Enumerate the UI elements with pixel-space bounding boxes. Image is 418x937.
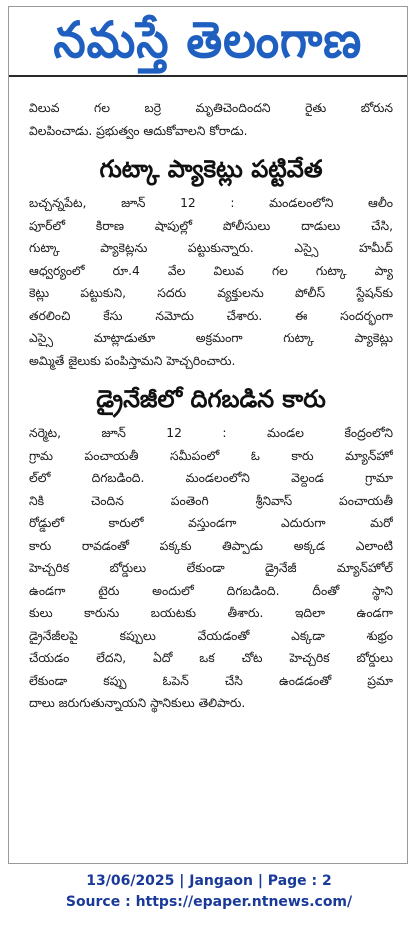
text-line: కులు కారును బయటకు తీశారు. ఇదిలా ఉండగా bbox=[29, 606, 393, 620]
article1-body bbox=[29, 192, 393, 372]
text-line: ఎస్సై మాట్లాడుతూ అక్రమంగా గుట్కా ప్యాకెట్లు bbox=[29, 331, 393, 345]
footer-edition-info: 13/06/2025 | Jangaon | Page : 2 bbox=[86, 873, 332, 889]
text-line: నికి చెందిన పంతెంగి శ్రీనివాస్ పంచాయతీ bbox=[29, 493, 393, 508]
masthead-title: నమస్తే తెలంగాణ bbox=[53, 11, 363, 69]
text-line: పూర్‌లో కిరాణ షాపుల్లో పోలీసులు దాడులు చేసి, bbox=[29, 218, 393, 233]
masthead-rule bbox=[9, 75, 407, 77]
masthead bbox=[9, 7, 407, 73]
text-line: ఆధ్వర్యంలో రూ.4 వేల విలువ గల గుట్కా ప్యా bbox=[29, 263, 393, 278]
text-line: విలువ గల బర్రె మృతిచెందిందని రైతు బోరున bbox=[29, 101, 393, 115]
text-line: గుట్కా ప్యాకెట్లను పట్టుకున్నారు. ఎస్సై హమీద్ bbox=[29, 241, 393, 255]
text-line: బచ్చన్నపేట, జూన్ 12 : మండలంలోని ఆలీం bbox=[29, 196, 393, 210]
text-line: ఉండగా టైరు అందులో దిగబడింది. దీంతో స్థాని bbox=[29, 583, 393, 598]
article2-headline: డ్రైనేజీలో దిగబడిన కారు bbox=[96, 385, 326, 413]
footer-source-link[interactable]: Source : https://epaper.ntnews.com/ bbox=[65, 894, 353, 910]
text-line: దాలు జరుగుతున్నాయని స్థానికులు తెలిపారు. bbox=[29, 696, 246, 710]
text-line: నర్మెట, జూన్ 12 : మండల కేంద్రంలోని bbox=[29, 426, 393, 440]
text-line: గ్రామ పంచాయతీ సమీపంలో ఓ కారు మ్యాన్‌హో bbox=[29, 448, 393, 463]
article-column bbox=[29, 97, 393, 715]
newspaper-clipping bbox=[8, 6, 408, 864]
text-line: ల్‌లో దిగబడింది. మండలంలోని వెల్దండ గ్రామా bbox=[29, 471, 393, 485]
continuation-text bbox=[29, 97, 393, 142]
article2-body bbox=[29, 422, 393, 715]
text-line: అమ్మితే జైలుకు పంపిస్తామని హెచ్చరించారు. bbox=[29, 353, 236, 368]
text-line: లేకుండా కప్పు ఓపెన్ చేసి ఉండడంతో ప్రమా bbox=[29, 673, 393, 688]
text-line: విలపించాడు. ప్రభుత్వం ఆదుకోవాలని కోరాడు. bbox=[29, 123, 248, 138]
text-line: కెట్లు పట్టుకుని, సదరు వ్యక్తులను పోలీస్ స్టేషన్‌కు bbox=[29, 286, 393, 300]
text-line: డ్రైనేజీలపై కప్పులు వేయడంతో ఎక్కడా శుభ్రం bbox=[29, 628, 393, 643]
text-line: చేయడం లేదని, ఏదో ఒక చోట హెచ్చరిక బోర్డులు bbox=[29, 651, 393, 665]
text-line: రోడ్డులో కారులో వస్తుండగా ఎదురుగా మరో bbox=[29, 516, 393, 530]
article1-headline: గుట్కా ప్యాకెట్లు పట్టివేత bbox=[99, 155, 323, 183]
text-line: తరలించి కేసు నమోదు చేశారు. ఈ సందర్భంగా bbox=[29, 308, 393, 323]
text-line: హెచ్చరిక బోర్డులు లేకుండా డ్రైనేజీ మ్యాన్‌హోల్ bbox=[29, 561, 393, 575]
text-line: కారు రావడంతో పక్కకు తిప్పాడు అక్కడ ఎలాంటి bbox=[29, 538, 393, 553]
